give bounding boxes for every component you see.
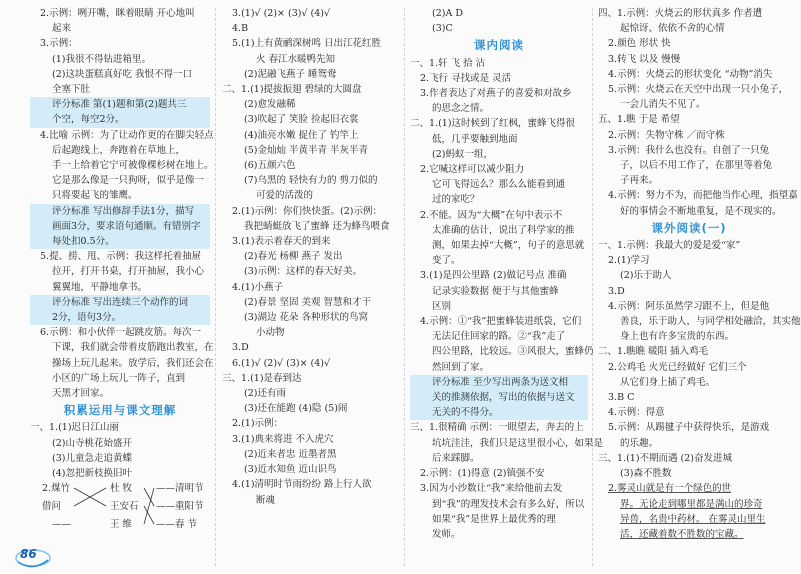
answer-line: 5.提、捞、甩、示例：我这样托着抽屉 <box>40 251 202 263</box>
answer-line: 画面3分，要求语句通顺。有错别字 <box>30 219 210 234</box>
match-line <box>144 506 154 524</box>
answer-line: 二、1.(1)这时候到了红枫，蜜蜂飞得很 <box>410 118 576 130</box>
answer-line: 小区的广场上玩儿一阵子，直到 <box>52 372 186 384</box>
answer-line: (3)湖边 花朵 各种形状的鸟窝 <box>244 312 368 324</box>
answer-line: 6.(1)√ (2)√ (3)× (4)√ <box>232 357 331 369</box>
answer-line: (2)山寺桃花始盛开 <box>52 437 132 449</box>
answer-line: 全塞下肚 <box>52 84 91 96</box>
match-left-2: 借问 <box>42 501 62 513</box>
poem-matching-diagram <box>38 481 210 533</box>
answer-line: 五、1.瞧 于是 希望 <box>598 114 680 126</box>
answer-line: 活，还藏着数不胜数的宝藏。 <box>620 528 744 540</box>
answer-line: 低，几乎要触到地面 <box>432 133 518 145</box>
answer-line: (7)乌黑的 轻快有力的 剪刀似的 <box>244 175 378 187</box>
answer-line: 2.示例：咧开嘴，眯着眼睛 开心地叫 <box>40 8 195 19</box>
answer-line: 后起跑线上，奔跑着在草地上， <box>52 144 186 156</box>
answer-line: (1)我很不得钻进箱里。 <box>52 53 151 65</box>
answer-line: 操场上玩儿起来。放学后，我们还会在 <box>52 357 214 369</box>
match-left-1: 2.煤竹 <box>42 483 71 495</box>
match-line <box>144 488 154 506</box>
match-mid-2: 王安石 <box>110 501 139 513</box>
answer-line: 2.不能。因为“大概”在句中表示不 <box>420 209 563 221</box>
match-right-3: ——春 节 <box>156 519 198 531</box>
answer-line: 4.(1)清明时节雨纷纷 路上行人欲 <box>232 479 372 491</box>
answer-line: (3)吹起了 笑脸 捡起旧衣裳 <box>244 114 359 126</box>
answer-line: 2分，语句3分。 <box>30 310 210 325</box>
answer-line: 2.飞行 寻找或是 灵活 <box>420 72 512 84</box>
answer-block <box>598 238 801 542</box>
answer-line: 如果“我”是世界上最优秀的理 <box>432 513 556 525</box>
answer-line: (2)近来者忠 近墨者黑 <box>244 448 337 460</box>
answer-line: 手一上给着它宁可被像棵杉树在地上。 <box>52 160 214 172</box>
answer-line: 3.(1)表示着春天的到来 <box>232 236 331 248</box>
answer-line: 3.示例： <box>40 38 78 50</box>
answer-line: 四公里路，比较远。③风很大，蜜蜂仍 <box>432 346 594 358</box>
answer-line: 好的事情会不断地重复，是不现实的。 <box>620 205 782 217</box>
match-right-2: ——重阳节 <box>156 501 204 513</box>
column-1 <box>30 6 214 533</box>
answer-line: 一会儿消失不见了。 <box>620 99 706 111</box>
answer-line: 太准确的估计，说出了科学家的推 <box>432 224 575 236</box>
match-left-3: —— <box>52 519 71 531</box>
answer-line: 坑坑洼洼，我们只是这里很小心，如果是 <box>432 437 604 449</box>
column-divider <box>404 8 405 566</box>
answer-line: 3.(1)典来将进 不入虎穴 <box>232 433 334 445</box>
match-line <box>144 488 154 524</box>
answer-line: 评分标准 第(1)题和第(2)题共三 <box>30 97 210 112</box>
answer-line: (3)还在能跑 (4)隐 (5)闹 <box>244 403 348 415</box>
answer-line: 三、1.(1)是春到达 <box>222 372 302 384</box>
answer-line: 发师。 <box>432 528 461 540</box>
match-mid-1: 杜 牧 <box>110 483 133 495</box>
answer-line: (3)儿童急走追黄蝶 <box>52 452 132 464</box>
answer-line: 5.(1)上有黄鹂深树鸣 日出江花红胜 <box>232 38 382 50</box>
match-right-1: ——清明节 <box>156 483 204 495</box>
answer-line: 无法记住回家的路。②“我”走了 <box>432 331 566 343</box>
answer-line: 的乐趣。 <box>620 437 659 449</box>
answer-line: 善良，乐于助人，与同学相处融洽，其实他 <box>620 316 801 328</box>
answer-line: (3)C <box>432 23 453 35</box>
answer-line: 2.它喊这样可以减少阻力 <box>420 164 525 176</box>
answer-line: 一、1.示例：我最大的爱是爱“家” <box>598 240 741 252</box>
answer-block <box>410 6 588 36</box>
answer-line: 只将要起飞的雏鹰。 <box>52 190 138 202</box>
answer-line: 的思念之情。 <box>432 103 490 115</box>
answer-line: (3)近水知鱼 近山识鸟 <box>244 464 337 476</box>
answer-line: 4.示例：得意 <box>608 407 665 419</box>
answer-line: (2)A D <box>432 8 463 19</box>
answer-line: 天黑才回家。 <box>52 388 110 400</box>
answer-line: 关的推测依据，写出的依据与送文 <box>410 390 588 405</box>
answer-line: 2.(1)示例： <box>232 418 284 430</box>
answer-block <box>30 420 210 481</box>
column-divider <box>592 8 593 566</box>
answer-line: 2.颜色 形状 快 <box>608 38 671 50</box>
answer-line: 一、1.轩 飞 拾 沾 <box>410 57 486 69</box>
column-divider <box>215 8 216 566</box>
answer-line: 6.示例：和小伙伴一起跳皮筋。每次一 <box>40 327 202 339</box>
section-title-accumulation: 积累运用与课文理解 <box>63 403 177 418</box>
answer-line: 4.示例：阿乐虽然学习跟不上，但是他 <box>608 300 770 312</box>
answer-block <box>222 6 400 508</box>
answer-line: 3.(1)√ (2)× (3)√ (4)√ <box>232 8 331 19</box>
answer-line: 一、1.(1)迟日江山丽 <box>30 422 120 434</box>
answer-line: 界。无论走到哪里都是满山的珍奇 <box>620 498 763 510</box>
answer-line: 3.示例：我什么也没有。自创了一只兔 <box>608 144 770 156</box>
answer-line: 拉开，打开书桌，打开抽屉，我小心 <box>52 266 205 278</box>
answer-line: 身上也有许多宝贵的东西。 <box>620 331 735 343</box>
answer-line: 我把蜻蜓放飞了蜜蜂 还为蜂鸟喂食 <box>244 220 390 232</box>
answer-line: (2)还有雨 <box>244 388 286 400</box>
answer-line: 2.雾灵山就是有一个绿色的世 <box>608 483 732 495</box>
answer-line: 测，如果去掉“大概”，句子的意思就 <box>432 240 585 252</box>
answer-line: 2.公鸡毛 火光已经做好 它们三个 <box>608 361 747 373</box>
answer-block <box>598 6 798 219</box>
answer-line: 小动物 <box>256 327 285 339</box>
answer-line: 2.示例：(1)得意 (2)镇强不安 <box>420 468 545 480</box>
answer-line: 4.示例：努力不为，而把他当作心理，指望嘉 <box>608 190 798 202</box>
answer-line: 5.示例：从踢毽子中获得快乐，是游戏 <box>608 422 770 434</box>
answer-line: (2)泥融飞燕子 睡鸳鸯 <box>244 68 337 80</box>
answer-line: 下课，我们就会带着皮筋跑出教室，在 <box>52 342 214 354</box>
answer-line: 2.示例：失物守株 ／而守株 <box>608 129 725 141</box>
page-number: 86 <box>20 547 37 561</box>
answer-line: 到“我”的理发技术会有多么好，所以 <box>432 498 585 510</box>
answer-line: 二、1.瞧瞧 暖阳 插入鸡毛 <box>598 346 709 358</box>
answer-line: (2)愈发融稀 <box>244 99 296 111</box>
answer-line: 翼翼地，平静地拿书。 <box>52 281 148 293</box>
answer-line: 断魂 <box>256 494 276 506</box>
answer-line: (3)示例：这样的春天好美。 <box>244 266 362 278</box>
answer-line: 评分标准 至少写出两条为送文相 <box>410 375 588 390</box>
answer-line: (6)五颜六色 <box>244 160 296 172</box>
answer-line: 2.(1)学习 <box>608 255 650 267</box>
answer-line: 三、1.(1)不期而遇 (2)奋发进城 <box>598 452 732 464</box>
answer-line: (3)森不胜数 <box>620 468 672 480</box>
answer-line: 3.(1)是四公里路 (2)做记号点 准确 <box>420 270 567 282</box>
answer-line: 二、1.(1)提拔振翅 碧绿的大圆盘 <box>222 84 362 96</box>
answer-line: (4)油亮水嫩 捉住了 钓竿上 <box>244 129 359 141</box>
answer-line: 无关的不得分。 <box>410 405 588 420</box>
answer-line: 后来踩脚。 <box>432 452 480 464</box>
answer-line: 2.(1)示例：你们快快蛋。(2)示例： <box>232 205 382 217</box>
answer-line: (2)乐于助人 <box>620 270 672 282</box>
section-title-in-class-reading: 课内阅读 <box>474 38 524 53</box>
answer-line: (4)忽把新枝换旧叶 <box>52 468 132 480</box>
column-4 <box>598 6 801 542</box>
answer-line: 它可飞得远么？那么么能看到通 <box>432 179 566 191</box>
answer-line: 起惊讶、依依不舍的心情 <box>620 23 725 35</box>
answer-line: 异兽，名贵中药材。 在雾灵山里生 <box>620 513 766 525</box>
answer-block <box>30 6 214 401</box>
match-mid-3: 王 维 <box>110 519 133 531</box>
answer-line: 起来 <box>52 23 72 35</box>
answer-line: 过的家吃？ <box>432 194 480 206</box>
answer-line: 4.(1)小燕子 <box>232 281 284 293</box>
answer-line: (2)蚂蚁一组， <box>432 148 493 160</box>
answer-line: 3.作者表达了对燕子的喜爱和对故乡 <box>420 88 572 100</box>
column-2 <box>222 6 400 508</box>
answer-line: 火 春江水暖鸭先知 <box>256 53 336 65</box>
answer-line: 子再来。 <box>620 175 659 187</box>
answer-line: 4.示例：火烧云的形状变化 “动物”消失 <box>608 68 773 80</box>
answer-line: 三、1.很精确 示例：一眼望去，奔去的上 <box>410 422 584 434</box>
answer-line: 然回到了家。 <box>432 361 490 373</box>
answer-line: 区别 <box>432 300 452 312</box>
answer-line: (2)春光 杨柳 燕子 发出 <box>244 251 343 263</box>
answer-line: 3.因为小沙数让“我”来给他前去发 <box>420 483 563 495</box>
answer-line: (2)春景 坚固 美观 智慧和才干 <box>244 296 372 308</box>
answer-line: 4.B <box>232 23 249 35</box>
answer-line: 评分标准 写出修辞手法1分，描写 <box>30 204 210 219</box>
answer-line: 4.示例：①“我”把蜜蜂装进纸袋，它们 <box>420 316 582 328</box>
answer-line: 3.B C <box>608 392 635 404</box>
answer-line: (2)这块蛋糕真好吃 我恨不得一口 <box>52 68 192 80</box>
answer-line: 四、1.示例：火烧云的形状真多 作者遭 <box>598 8 763 19</box>
answer-line: 子，以后不用工作了，在那里等着兔 <box>620 160 773 172</box>
column-3 <box>410 6 604 542</box>
answer-line: 每处扣0.5分。 <box>30 234 210 249</box>
answer-block <box>410 56 604 543</box>
answer-line: 3.D <box>608 285 625 297</box>
answer-line: (5)金灿灿 半黄半青 半灰半青 <box>244 144 368 156</box>
answer-line: 可爱的活泼的 <box>256 190 314 202</box>
answer-line: 从它们身上插了鸡毛。 <box>620 376 716 388</box>
answer-line: 它是那么像是一只狗呀，似乎是像一 <box>52 175 205 187</box>
section-title-extracurricular-reading: 课外阅读(一) <box>651 220 727 235</box>
answer-line: 5.示例：火烧云在天空中出现一只小兔子， <box>608 84 789 96</box>
answer-line: 个空，每空2分。 <box>30 112 210 127</box>
answer-line: 3.转飞 以及 慢慢 <box>608 53 681 65</box>
answer-line: 变了。 <box>432 255 461 267</box>
answer-line: 4.比喻 示例：为了让动作更的在脚尖轻点 <box>40 129 214 141</box>
answer-line: 评分标准 写出连续三个动作的词 <box>30 295 210 310</box>
answer-line: 记录实验数据 便于与其他蜜蜂 <box>432 285 559 297</box>
answer-line: 3.D <box>232 342 249 354</box>
